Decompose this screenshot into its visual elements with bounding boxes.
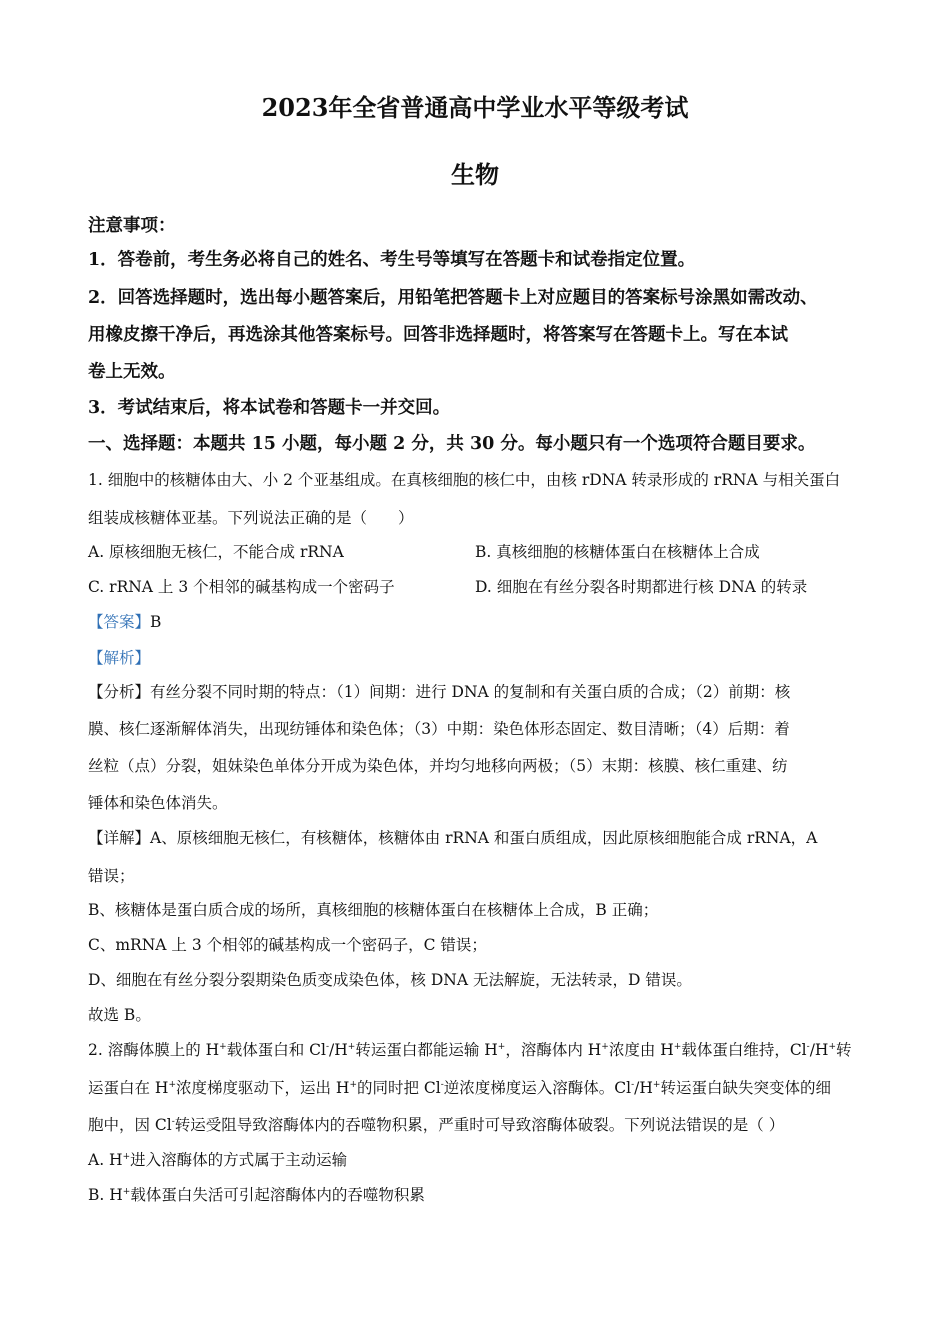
q2-text: 载体蛋白和 Cl — [226, 1041, 326, 1059]
q2-stem-line-3 — [88, 1113, 784, 1135]
q2-stem-line-2 — [88, 1076, 831, 1098]
notice-heading: 注意事项： — [88, 216, 176, 236]
q2-text: 胞中，因 Cl — [88, 1116, 172, 1134]
superscript-minus: - — [325, 1041, 330, 1052]
notice-item-2-line-1: 2．回答选择题时，选出每小题答案后，用铅笔把答题卡上对应题目的答案标号涂黑如需改动、 — [88, 288, 818, 308]
section-1-heading: 一、选择题：本题共 15 小题，每小题 2 分，共 30 分。每小题只有一个选项符合题目要求。 — [88, 434, 816, 454]
superscript-minus: - — [631, 1079, 635, 1090]
superscript-minus: - — [440, 1079, 444, 1090]
notice-item-2-line-2: 用橡皮擦干净后，再选涂其他答案标号。回答非选择题时，将答案写在答题卡上。写在本试 — [88, 325, 788, 345]
q1-stem-line-2: 组装成核糖体亚基。下列说法正确的是（ ） — [88, 509, 414, 527]
q2-text: 转 — [835, 1041, 852, 1059]
q1-conclusion: 故选 B。 — [88, 1006, 151, 1024]
q1-fenxi-line-1: 【分析】有丝分裂不同时期的特点：（1）间期：进行 DNA 的复制和有关蛋白质的合成；（2）前期：核 — [88, 683, 791, 701]
q1-analysis-label: 【解析】 — [88, 649, 151, 667]
superscript-plus: + — [497, 1041, 506, 1052]
q1-option-b: B. 真核细胞的核糖体蛋白在核糖体上合成 — [475, 543, 760, 561]
q2-option-a — [88, 1148, 347, 1170]
superscript-plus: + — [347, 1041, 356, 1052]
notice-item-3: 3．考试结束后，将本试卷和答题卡一并交回。 — [88, 398, 451, 418]
q2-text: 浓度由 H — [608, 1041, 674, 1059]
superscript-minus: - — [806, 1041, 810, 1052]
q1-fenxi-line-3: 丝粒（点）分裂，姐妹染色单体分开成为染色体，并均匀地移向两极；（5）末期：核膜、核仁重建、纺 — [88, 757, 788, 775]
q2-text: /H — [809, 1041, 829, 1059]
q2-text: A. H — [88, 1151, 123, 1169]
q2-text: 逆浓度梯度运入溶酶体。Cl — [443, 1079, 632, 1097]
q2-text: 转运蛋白都能运输 H — [355, 1041, 498, 1059]
superscript-plus: + — [652, 1079, 661, 1090]
notice-item-1: 1．答卷前，考生务必将自己的姓名、考生号等填写在答题卡和试卷指定位置。 — [88, 250, 696, 270]
answer-value: B — [150, 613, 162, 631]
q1-detail-b: B、核糖体是蛋白质合成的场所，真核细胞的核糖体蛋白在核糖体上合成，B 正确； — [88, 901, 659, 919]
q1-answer — [88, 610, 161, 632]
q1-detail-c: C、mRNA 上 3 个相邻的碱基构成一个密码子，C 错误； — [88, 936, 487, 954]
q1-option-c: C. rRNA 上 3 个相邻的碱基构成一个密码子 — [88, 578, 395, 596]
q2-text: 2. 溶酶体膜上的 H — [88, 1041, 220, 1059]
answer-label: 【答案】 — [88, 613, 151, 631]
q2-option-b — [88, 1183, 425, 1205]
superscript-plus: + — [349, 1079, 357, 1090]
superscript-plus: + — [219, 1041, 227, 1052]
q1-stem-line-1: 1. 细胞中的核糖体由大、小 2 个亚基组成。在真核细胞的核仁中，由核 rDNA 转录形成的 rRNA 与相关蛋白 — [88, 471, 841, 489]
subject-title: 生物 — [451, 160, 499, 189]
q2-text: 转运蛋白缺失突变体的细 — [660, 1079, 831, 1097]
q1-option-d: D. 细胞在有丝分裂各时期都进行核 DNA 的转录 — [475, 578, 808, 596]
q2-text: B. H — [88, 1186, 123, 1204]
q2-text: 载体蛋白失活可引起溶酶体内的吞噬物积累 — [130, 1186, 425, 1204]
q2-text: 转运受阻导致溶酶体内的吞噬物积累，严重时可导致溶酶体破裂。下列说法错误的是（ ） — [174, 1116, 785, 1134]
superscript-plus: + — [601, 1041, 609, 1052]
superscript-plus: + — [168, 1079, 176, 1090]
q2-text: /H — [329, 1041, 348, 1059]
q2-text: 运蛋白在 H — [88, 1079, 169, 1097]
superscript-plus: + — [122, 1186, 131, 1197]
superscript-minus: - — [171, 1116, 175, 1127]
q1-option-a: A. 原核细胞无核仁，不能合成 rRNA — [88, 543, 344, 561]
q2-text: 的同时把 Cl — [357, 1079, 441, 1097]
q2-text: 浓度梯度驱动下，运出 H — [176, 1079, 350, 1097]
q2-text: ，溶酶体内 H — [505, 1041, 602, 1059]
q1-detail-line-2: 错误； — [88, 867, 135, 885]
q1-detail-d: D、细胞在有丝分裂分裂期染色质变成染色体，核 DNA 无法解旋，无法转录，D 错误。 — [88, 971, 692, 989]
q2-text: 载体蛋白维持，Cl — [681, 1041, 807, 1059]
superscript-plus: + — [828, 1041, 836, 1052]
notice-item-2-line-3: 卷上无效。 — [88, 362, 176, 382]
q2-stem-line-1 — [88, 1038, 852, 1060]
q1-fenxi-line-4: 锤体和染色体消失。 — [88, 794, 228, 812]
q2-text: 进入溶酶体的方式属于主动运输 — [130, 1151, 348, 1169]
superscript-plus: + — [673, 1041, 682, 1052]
q2-text: /H — [634, 1079, 653, 1097]
q1-detail-line-1: 【详解】A、原核细胞无核仁，有核糖体，核糖体由 rRNA 和蛋白质组成，因此原核细胞能合成 rRNA，A — [88, 829, 818, 847]
exam-title: 2023年全省普通高中学业水平等级考试 — [261, 93, 689, 122]
superscript-plus: + — [122, 1151, 131, 1162]
q1-fenxi-line-2: 膜、核仁逐渐解体消失，出现纺锤体和染色体；（3）中期：染色体形态固定、数目清晰；（4）后期：着 — [88, 720, 790, 738]
